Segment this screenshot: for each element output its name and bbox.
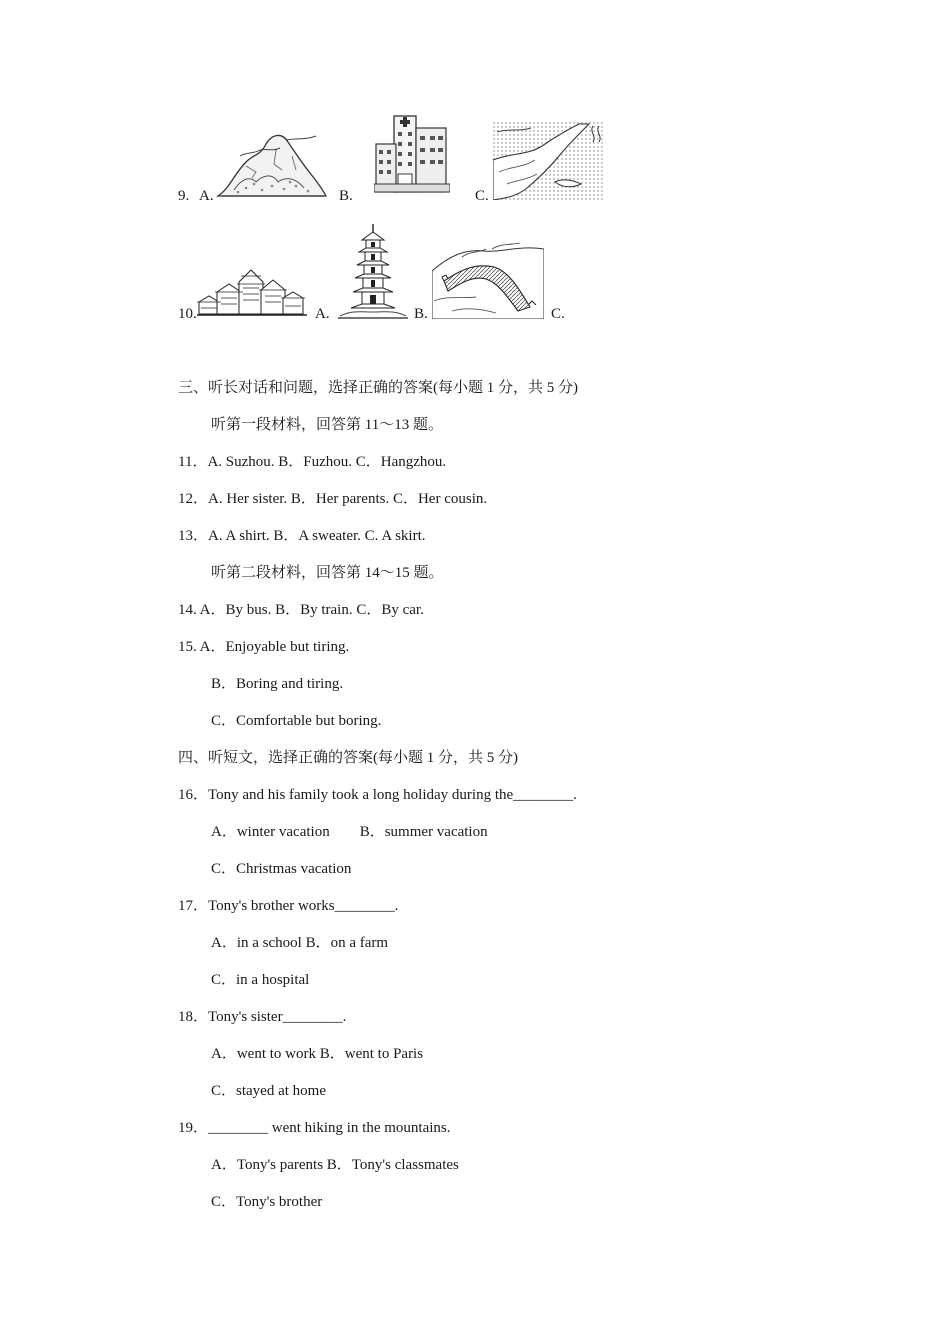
question-14: 14. A．By bus. B．By train. C．By car.: [178, 602, 424, 618]
q10-option-c-label: C.: [551, 306, 565, 322]
question-12: 12．A. Her sister. B．Her parents. C．Her cousin.: [178, 491, 488, 507]
question-17: 17．Tony's brother works________.: [178, 898, 399, 914]
section3-heading: 三、听长对话和问题，选择正确的答案(每小题 1 分，共 5 分): [178, 380, 578, 396]
q9-option-c-label: C.: [475, 188, 489, 204]
q10-buildings-picture: [197, 262, 307, 318]
question-13: 13．A. A shirt. B．A sweater. C. A skirt.: [178, 528, 426, 544]
question-17-option-c: C．in a hospital: [211, 972, 310, 988]
q9-number: 9.: [178, 188, 190, 204]
question-16-option-c: C．Christmas vacation: [211, 861, 352, 877]
question-18-options-ab: A．went to work B．went to Paris: [211, 1046, 424, 1062]
question-15-option-c: C．Comfortable but boring.: [211, 713, 382, 729]
question-16-options-ab: A．winter vacation B．summer vacation: [211, 824, 488, 840]
question-18: 18．Tony's sister________.: [178, 1009, 347, 1025]
q10-pagoda-picture: [338, 224, 408, 320]
question-19-option-c: C．Tony's brother: [211, 1194, 323, 1210]
q10-number: 10.: [178, 306, 197, 322]
question-18-option-c: C．stayed at home: [211, 1083, 326, 1099]
q9-mountain-picture: [216, 126, 328, 200]
question-19-options-ab: A．Tony's parents B．Tony's classmates: [211, 1157, 459, 1173]
q9-river-picture: [493, 122, 605, 200]
section3-part1-instruction: 听第一段材料，回答第 11～13 题。: [211, 417, 443, 433]
q9-option-b-label: B.: [339, 188, 353, 204]
q10-great-wall-picture: [432, 241, 544, 319]
question-16: 16．Tony and his family took a long holiday during the________.: [178, 787, 577, 803]
q10-option-b-label: B.: [414, 306, 428, 322]
section4-heading: 四、听短文，选择正确的答案(每小题 1 分，共 5 分): [178, 750, 518, 766]
q9-option-a-label: A.: [199, 188, 214, 204]
question-19: 19．________ went hiking in the mountains.: [178, 1120, 451, 1136]
question-15: 15. A．Enjoyable but tiring.: [178, 639, 350, 655]
q9-hospital-picture: [374, 114, 450, 194]
question-15-option-b: B．Boring and tiring.: [211, 676, 344, 692]
question-11: 11．A. Suzhou. B．Fuzhou. C．Hangzhou.: [178, 454, 447, 470]
section3-part2-instruction: 听第二段材料，回答第 14～15 题。: [211, 565, 444, 581]
q10-option-a-label: A.: [315, 306, 330, 322]
question-17-options-ab: A．in a school B．on a farm: [211, 935, 389, 951]
